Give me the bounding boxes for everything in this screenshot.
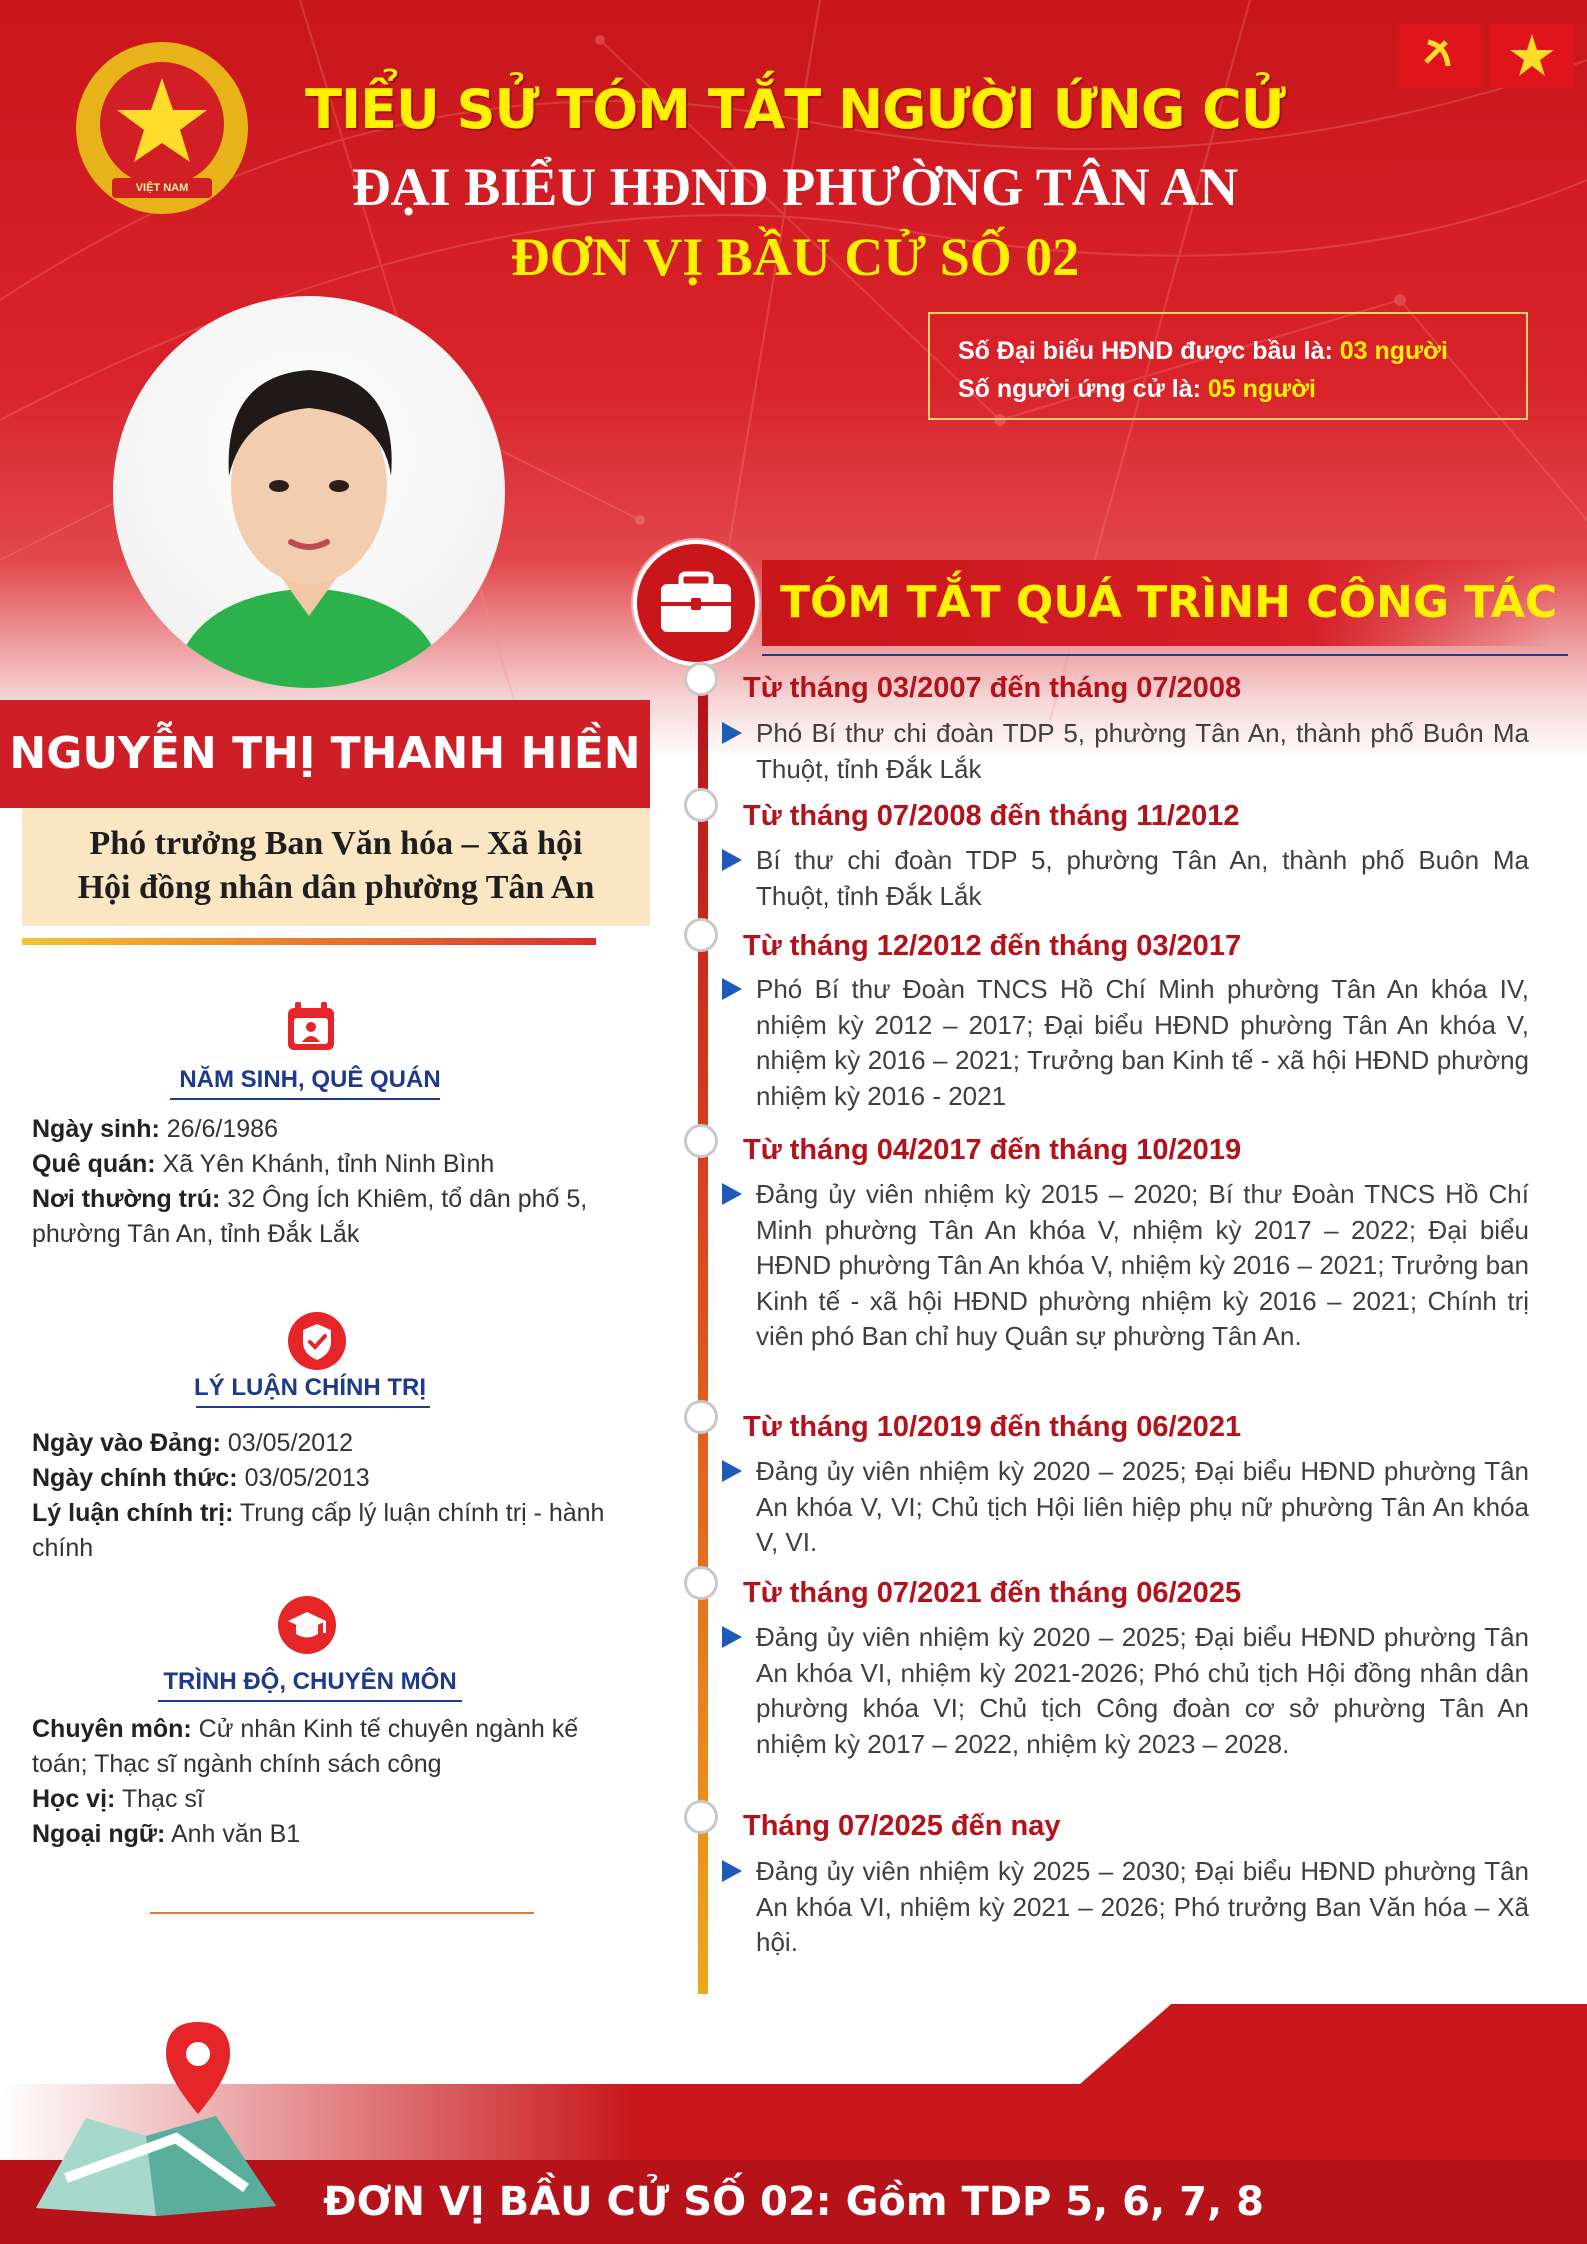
- delegates-value: 03 người: [1339, 337, 1448, 365]
- left-column-divider: [150, 1912, 534, 1914]
- graduation-cap-icon: [278, 1596, 336, 1654]
- info-label: Học vị:: [32, 1785, 116, 1813]
- info-value: 26/6/1986: [166, 1115, 278, 1143]
- info-value: Anh văn B1: [170, 1820, 301, 1848]
- politics-section-title: LÝ LUẬN CHÍNH TRỊ: [194, 1374, 426, 1401]
- info-value: Cử nhân Kinh tế chuyên ngành kế toán; Thạc sĩ ngành chính sách công: [32, 1715, 579, 1778]
- timeline-dot: [684, 918, 718, 952]
- timeline-dot: [684, 662, 718, 696]
- bullet-arrow-icon: [722, 1626, 742, 1648]
- bullet-arrow-icon: [722, 849, 742, 871]
- timeline-description: Phó Bí thư chi đoàn TDP 5, phường Tân An, thành phố Buôn Ma Thuột, tỉnh Đắk Lắk: [756, 718, 1529, 784]
- info-label: Chuyên môn:: [32, 1715, 192, 1743]
- timeline-description: Đảng ủy viên nhiệm kỳ 2020 – 2025; Đại biểu HĐND phường Tân An khóa V, VI; Chủ tịch Hội liên hiệp phụ nữ phường Tân An khóa V, VI.: [756, 1456, 1529, 1557]
- role-underline: [22, 938, 596, 945]
- timeline-period: Từ tháng 10/2019 đến tháng 06/2021: [743, 1411, 1242, 1443]
- timeline-description: Đảng ủy viên nhiệm kỳ 2015 – 2020; Bí thư Đoàn TNCS Hồ Chí Minh phường Tân An khóa V, nhiệm kỳ 2017 – 2022; Đại biểu HĐND phường Tân An khóa V, nhiệm kỳ 2016 – 2021; Trưởng ban Kinh tế - xã hội HĐND phường nhiệm kỳ 2016 – 2021; Chính trị viên phó Ban chỉ huy Quân sự phường Tân An.: [756, 1179, 1529, 1351]
- birth-info: [32, 1112, 647, 1252]
- role-line-2: Hội đồng nhân dân phường Tân An: [77, 869, 595, 906]
- bullet-arrow-icon: [722, 1183, 742, 1205]
- candidate-name: NGUYỄN THỊ THANH HIỀN: [0, 700, 650, 808]
- bullet-arrow-icon: [722, 1860, 742, 1882]
- timeline-period: Từ tháng 07/2021 đến tháng 06/2025: [743, 1577, 1242, 1609]
- degree-row: [32, 1782, 622, 1817]
- birth-row: [32, 1112, 647, 1147]
- language-row: [32, 1817, 622, 1852]
- info-value: Trung cấp lý luận chính trị - hành chính: [32, 1499, 605, 1562]
- info-value: 03/05/2012: [227, 1429, 354, 1457]
- candidate-photo: [113, 296, 505, 688]
- info-label: Ngoại ngữ:: [32, 1820, 166, 1848]
- timeline-period: Tháng 07/2025 đến nay: [743, 1810, 1061, 1842]
- timeline-period: Từ tháng 04/2017 đến tháng 10/2019: [743, 1134, 1242, 1166]
- timeline-dot: [684, 1124, 718, 1158]
- footer-electoral-unit: ĐƠN VỊ BẦU CỬ SỐ 02: Gồm TDP 5, 6, 7, 8: [323, 2179, 1264, 2225]
- education-section-underline: [158, 1700, 462, 1702]
- education-info: [32, 1712, 622, 1852]
- footer-band-top: [1080, 2004, 1587, 2084]
- work-summary-rule: [762, 654, 1568, 656]
- politics-info: [32, 1426, 647, 1566]
- politics-section-underline: [196, 1406, 430, 1408]
- party-join-row: [32, 1426, 647, 1461]
- info-value: Thạc sĩ: [121, 1785, 204, 1813]
- title-line-2: ĐẠI BIỂU HĐND PHƯỜNG TÂN AN: [351, 157, 1239, 217]
- delegates-label: Số Đại biểu HĐND được bầu là:: [958, 337, 1333, 365]
- calendar-user-icon: [282, 998, 340, 1056]
- hometown-row: [32, 1147, 647, 1182]
- timeline-period: Từ tháng 03/2007 đến tháng 07/2008: [743, 672, 1242, 704]
- info-label: Quê quán:: [32, 1150, 156, 1178]
- timeline-period: Từ tháng 12/2012 đến tháng 03/2017: [743, 930, 1242, 962]
- info-value: 03/05/2013: [244, 1464, 370, 1492]
- bullet-arrow-icon: [722, 1460, 742, 1482]
- info-label: Nơi thường trú:: [32, 1185, 221, 1213]
- timeline-description: Bí thư chi đoàn TDP 5, phường Tân An, thành phố Buôn Ma Thuột, tỉnh Đắk Lắk: [756, 845, 1529, 911]
- candidate-role: [22, 808, 650, 926]
- emblem-label: VIỆT NAM: [135, 182, 189, 194]
- timeline-dot: [684, 1400, 718, 1434]
- specialty-row: [32, 1712, 622, 1782]
- role-line-1: Phó trưởng Ban Văn hóa – Xã hội: [89, 825, 583, 862]
- flags-icon: [1398, 24, 1574, 98]
- candidates-row: [958, 370, 1526, 408]
- timeline-line: [698, 672, 708, 1994]
- birth-section-title: NĂM SINH, QUÊ QUÁN: [179, 1066, 441, 1093]
- title-line-1: TIỂU SỬ TÓM TẮT NGƯỜI ỨNG CỬ: [305, 78, 1285, 141]
- timeline-description: Đảng ủy viên nhiệm kỳ 2020 – 2025; Đại biểu HĐND phường Tân An khóa VI, nhiệm kỳ 2021-2026; Phó chủ tịch Hội đồng nhân dân phường khóa VI; Chủ tịch Công đoàn cơ sở phường Tân An nhiệm kỳ 2017 – 2022, nhiệm kỳ 2023 – 2028.: [756, 1622, 1529, 1759]
- timeline-dot: [684, 788, 718, 822]
- timeline-dot: [684, 1566, 718, 1600]
- residence-row: [32, 1182, 647, 1252]
- candidates-label: Số người ứng cử là:: [958, 375, 1201, 403]
- info-label: Ngày sinh:: [32, 1115, 160, 1143]
- election-stats-box: [928, 312, 1528, 420]
- timeline-description: Đảng ủy viên nhiệm kỳ 2025 – 2030; Đại biểu HĐND phường Tân An khóa VI, nhiệm kỳ 2021 – 2026; Phó trưởng Ban Văn hóa – Xã hội.: [756, 1856, 1529, 1957]
- briefcase-icon: [633, 540, 759, 666]
- info-label: Ngày vào Đảng:: [32, 1429, 221, 1457]
- work-summary-title: TÓM TẮT QUÁ TRÌNH CÔNG TÁC: [762, 560, 1552, 646]
- info-value: Xã Yên Khánh, tỉnh Ninh Bình: [162, 1150, 495, 1178]
- timeline-description: Phó Bí thư Đoàn TNCS Hồ Chí Minh phường Tân An khóa IV, nhiệm kỳ 2012 – 2017; Đại biểu HĐND phường Tân An khóa V, nhiệm kỳ 2016 – 2021; Trưởng ban Kinh tế - xã hội HĐND phường nhiệm kỳ 2016 - 2021: [756, 974, 1529, 1111]
- info-label: Ngày chính thức:: [32, 1464, 238, 1492]
- title-line-3: ĐƠN VỊ BẦU CỬ SỐ 02: [510, 227, 1080, 287]
- political-theory-row: [32, 1496, 647, 1566]
- info-value: 32 Ông Ích Khiêm, tổ dân phố 5, phường Tân An, tỉnh Đắk Lắk: [32, 1185, 588, 1248]
- bullet-arrow-icon: [722, 978, 742, 1000]
- bullet-arrow-icon: [722, 722, 742, 744]
- birth-section-underline: [170, 1098, 440, 1100]
- timeline-period: Từ tháng 07/2008 đến tháng 11/2012: [743, 800, 1240, 832]
- education-section-title: TRÌNH ĐỘ, CHUYÊN MÔN: [163, 1668, 457, 1695]
- party-official-row: [32, 1461, 647, 1496]
- portrait-illustration: [113, 296, 505, 688]
- info-label: Lý luận chính trị:: [32, 1499, 234, 1527]
- shield-check-icon: [288, 1312, 346, 1370]
- delegates-row: [958, 332, 1526, 370]
- timeline-dot: [684, 1800, 718, 1834]
- candidates-value: 05 người: [1207, 375, 1316, 403]
